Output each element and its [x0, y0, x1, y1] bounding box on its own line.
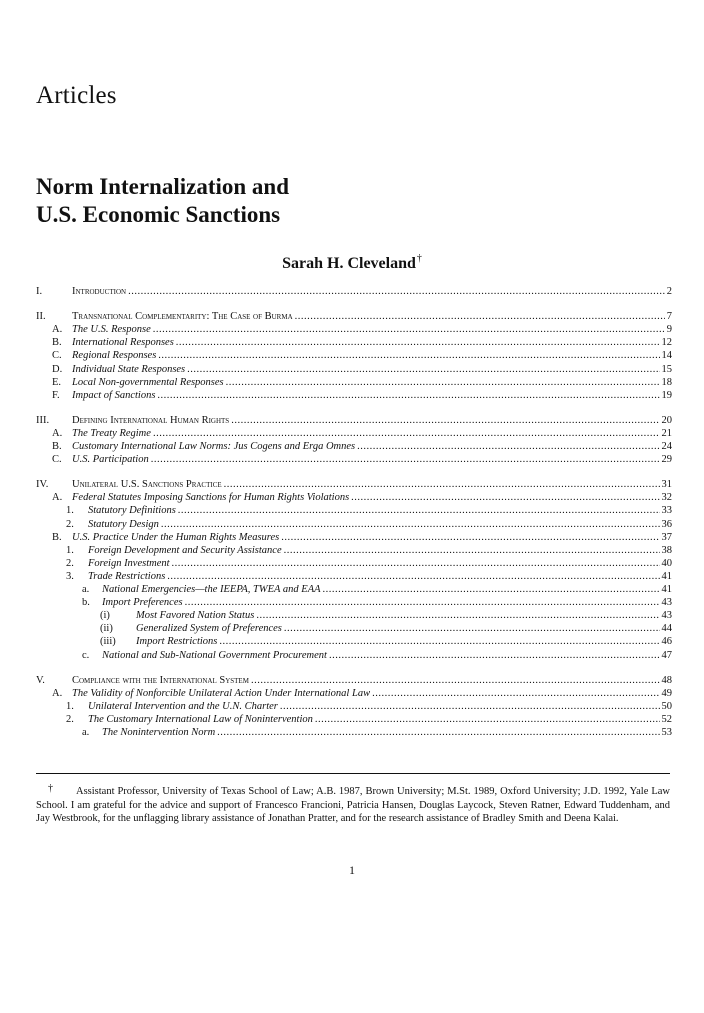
section-label: Articles: [36, 82, 117, 109]
toc-entry[interactable]: [36, 570, 672, 583]
toc-entry[interactable]: [36, 635, 672, 648]
toc-entry-page: 48: [661, 674, 672, 686]
toc-entry-label: Introduction: [72, 286, 127, 297]
toc-entry-page: 44: [661, 623, 672, 635]
toc-entry-label: The Nonintervention Norm: [102, 727, 216, 738]
toc-entry-label: U.S. Practice Under the Human Rights Measures: [72, 531, 280, 543]
toc-entry-label: Customary International Law Norms: Jus Cogens and Erga Omnes: [72, 441, 356, 452]
toc-leader-dots: [295, 310, 665, 323]
toc-entry-number: F.: [52, 389, 60, 401]
footnote-text: Assistant Professor, University of Texas School of Law; A.B. 1987, Brown University; M.St. 1989, Oxford University; J.D. 1992, Yale Law School. I am grateful for the advice and support of Francesco Francioni, Patricia Hansen, Douglas Laycock, Steven Ratner, Edward Tuddenham, and Jay Westbrook, for the unflagging library assistance of Jonathan Pratter, and for the research assistance of Bradley Smith and Deena Kalai.: [36, 786, 670, 824]
toc-entry-page: 33: [661, 505, 672, 517]
toc-entry-number: A.: [52, 492, 63, 504]
toc-entry[interactable]: [36, 453, 672, 466]
toc-entry-label: International Responses: [72, 337, 174, 349]
toc-entry-label: Foreign Investment: [88, 557, 170, 569]
toc-entry[interactable]: [36, 349, 672, 362]
toc-entry-label: Generalized System of Preferences: [136, 623, 282, 635]
toc-leader-dots: [284, 622, 660, 635]
footnote-mark: †: [48, 783, 53, 794]
toc-leader-dots: [231, 414, 659, 427]
toc-entry-number: 3.: [66, 570, 74, 582]
toc-leader-dots: [280, 700, 660, 713]
toc-entry-page: 15: [661, 363, 672, 375]
toc-entry-page: 52: [661, 713, 672, 725]
toc-entry-page: 24: [661, 441, 672, 452]
toc-entry-label: Impact of Sanctions: [72, 389, 156, 401]
toc-entry-label: Import Preferences: [102, 597, 183, 609]
toc-entry[interactable]: [36, 389, 672, 402]
toc-entry-label: U.S. Participation: [72, 454, 149, 466]
toc-entry[interactable]: [36, 504, 672, 517]
author-footnote-mark[interactable]: †: [416, 253, 422, 264]
toc-entry-page: 18: [661, 376, 672, 388]
toc-entry[interactable]: [36, 674, 672, 687]
toc-entry-number: C.: [52, 454, 62, 466]
toc-entry-number: a.: [82, 727, 90, 738]
toc-entry-page: 53: [661, 727, 672, 738]
toc-entry-page: 9: [666, 324, 672, 336]
toc-leader-dots: [128, 285, 665, 298]
toc-entry-label: Statutory Design: [88, 518, 159, 530]
toc-entry[interactable]: [36, 557, 672, 570]
toc-entry-label: The U.S. Response: [72, 324, 151, 336]
toc-entry-label: Regional Responses: [72, 350, 157, 362]
toc-entry-page: 36: [661, 518, 672, 530]
toc-leader-dots: [151, 453, 660, 466]
toc-leader-dots: [372, 687, 659, 700]
toc-entry-label: Import Restrictions: [136, 636, 218, 648]
toc-entry[interactable]: [36, 363, 672, 376]
toc-entry-number: 2.: [66, 518, 74, 530]
footnote: [36, 782, 670, 826]
toc-entry-number: I.: [36, 286, 43, 297]
toc-entry-page: 21: [661, 427, 672, 439]
toc-entry[interactable]: [36, 649, 672, 662]
toc-leader-dots: [251, 674, 660, 687]
toc-leader-dots: [172, 557, 660, 570]
toc-entry-page: 40: [661, 557, 672, 569]
toc-leader-dots: [153, 323, 665, 336]
toc-leader-dots: [161, 518, 660, 531]
toc-entry[interactable]: [36, 440, 672, 453]
toc-entry[interactable]: [36, 427, 672, 440]
toc-entry[interactable]: [36, 518, 672, 531]
toc-entry-label: Foreign Development and Security Assistance: [88, 544, 282, 556]
title-line: Norm Internalization and: [36, 174, 289, 199]
toc-entry-label: Trade Restrictions: [88, 570, 166, 582]
toc-entry[interactable]: [36, 414, 672, 427]
toc-entry[interactable]: [36, 336, 672, 349]
toc-entry-number: D.: [52, 363, 63, 375]
toc-entry-page: 41: [661, 584, 672, 595]
toc-leader-dots: [178, 504, 660, 517]
toc-entry-number: 2.: [66, 557, 74, 569]
toc-entry-number: II.: [36, 311, 46, 323]
toc-entry-label: Local Non-governmental Responses: [72, 376, 224, 388]
toc-entry-page: 2: [666, 286, 672, 297]
toc-entry-page: 46: [661, 636, 672, 648]
toc-entry[interactable]: [36, 726, 672, 739]
toc-entry-label: Statutory Definitions: [88, 505, 176, 517]
toc-leader-dots: [176, 336, 660, 349]
toc-entry-page: 32: [661, 492, 672, 504]
toc-leader-dots: [226, 376, 660, 389]
toc-entry-number: 1.: [66, 505, 74, 517]
toc-entry[interactable]: [36, 531, 672, 544]
toc-entry-number: A.: [52, 427, 63, 439]
toc-entry-label: The Validity of Nonforcible Unilateral Action Under International Law: [72, 687, 371, 699]
toc-entry-page: 43: [661, 610, 672, 622]
toc-entry[interactable]: [36, 285, 672, 298]
toc-leader-dots: [329, 649, 660, 662]
toc-entry[interactable]: [36, 376, 672, 389]
author-byline: [0, 253, 704, 273]
toc-entry-number: c.: [82, 649, 90, 661]
toc-entry-label: The Treaty Regime: [72, 427, 151, 439]
toc-leader-dots: [323, 583, 660, 596]
toc-entry[interactable]: [36, 622, 672, 635]
toc-leader-dots: [217, 726, 659, 739]
toc-leader-dots: [167, 570, 659, 583]
toc-entry-label: Individual State Responses: [72, 363, 186, 375]
toc-entry-page: 47: [661, 649, 672, 661]
article-title: [36, 173, 676, 229]
toc-leader-dots: [224, 478, 660, 491]
toc-entry-number: C.: [52, 350, 62, 362]
toc-entry-label: The Customary International Law of Nonintervention: [88, 713, 313, 725]
toc-entry-label: Compliance with the International System: [72, 674, 249, 686]
toc-entry-number: III.: [36, 414, 50, 426]
toc-entry-number: B.: [52, 531, 62, 543]
toc-entry[interactable]: [36, 323, 672, 336]
toc-entry[interactable]: [36, 544, 672, 557]
toc-entry-page: 29: [661, 454, 672, 466]
toc-entry[interactable]: [36, 491, 672, 504]
toc-entry[interactable]: [36, 609, 672, 622]
toc-leader-dots: [357, 440, 659, 453]
toc-leader-dots: [315, 713, 660, 726]
toc-entry-label: Transnational Complementarity: The Case of Burma: [72, 311, 293, 323]
toc-entry-number: IV.: [36, 479, 49, 491]
toc-entry-number: V.: [36, 674, 45, 686]
toc-entry-number: 1.: [66, 544, 74, 556]
toc-leader-dots: [219, 635, 659, 648]
toc-leader-dots: [284, 544, 660, 557]
toc-entry-label: Most Favored Nation Status: [136, 610, 255, 622]
toc-entry-page: 31: [661, 479, 672, 491]
toc-entry[interactable]: [36, 310, 672, 323]
author-name: Sarah H. Cleveland: [282, 255, 416, 272]
toc-entry[interactable]: [36, 583, 672, 596]
toc-leader-dots: [256, 609, 659, 622]
toc-entry-page: 41: [661, 570, 672, 582]
title-line: U.S. Economic Sanctions: [36, 202, 281, 227]
toc-entry-page: 7: [666, 311, 672, 323]
toc-entry-number: a.: [82, 584, 90, 595]
toc-leader-dots: [281, 531, 659, 544]
toc-entry-page: 38: [661, 544, 672, 556]
toc-entry-number: b.: [82, 597, 90, 609]
toc-entry-label: Defining International Human Rights: [72, 414, 230, 426]
toc-entry-label: National Emergencies—the IEEPA, TWEA and EAA: [102, 584, 321, 595]
toc-leader-dots: [187, 363, 659, 376]
toc-entry[interactable]: [36, 700, 672, 713]
toc-entry-page: 14: [661, 350, 672, 362]
toc-entry-number: (iii): [100, 636, 116, 648]
toc-leader-dots: [185, 596, 660, 609]
toc-entry-label: Federal Statutes Imposing Sanctions for Human Rights Violations: [72, 492, 350, 504]
toc-entry-number: E.: [52, 376, 62, 388]
footnote-divider: [36, 773, 670, 774]
toc-entry-page: 37: [661, 531, 672, 543]
toc-entry-page: 43: [661, 597, 672, 609]
toc-entry-label: National and Sub-National Government Procurement: [102, 649, 327, 661]
toc-entry-number: A.: [52, 687, 63, 699]
toc-entry-number: A.: [52, 324, 63, 336]
toc-entry-number: B.: [52, 441, 62, 452]
toc-entry[interactable]: [36, 596, 672, 609]
toc-leader-dots: [157, 389, 659, 402]
toc-entry-label: Unilateral U.S. Sanctions Practice: [72, 479, 222, 491]
toc-entry-label: Unilateral Intervention and the U.N. Charter: [88, 700, 278, 712]
toc-entry-number: (i): [100, 610, 110, 622]
toc-entry-page: 49: [661, 687, 672, 699]
toc-entry-page: 20: [661, 414, 672, 426]
toc-entry-number: 1.: [66, 700, 74, 712]
toc-entry[interactable]: [36, 687, 672, 700]
page-number: 1: [349, 863, 355, 877]
toc-leader-dots: [158, 349, 659, 362]
toc-entry-page: 50: [661, 700, 672, 712]
toc-entry[interactable]: [36, 478, 672, 491]
toc-entry[interactable]: [36, 713, 672, 726]
toc-entry-number: 2.: [66, 713, 74, 725]
toc-entry-number: (ii): [100, 623, 113, 635]
toc-leader-dots: [351, 491, 659, 504]
toc-entry-number: B.: [52, 337, 62, 349]
toc-leader-dots: [153, 427, 660, 440]
toc-entry-page: 19: [661, 389, 672, 401]
toc-entry-page: 12: [661, 337, 672, 349]
